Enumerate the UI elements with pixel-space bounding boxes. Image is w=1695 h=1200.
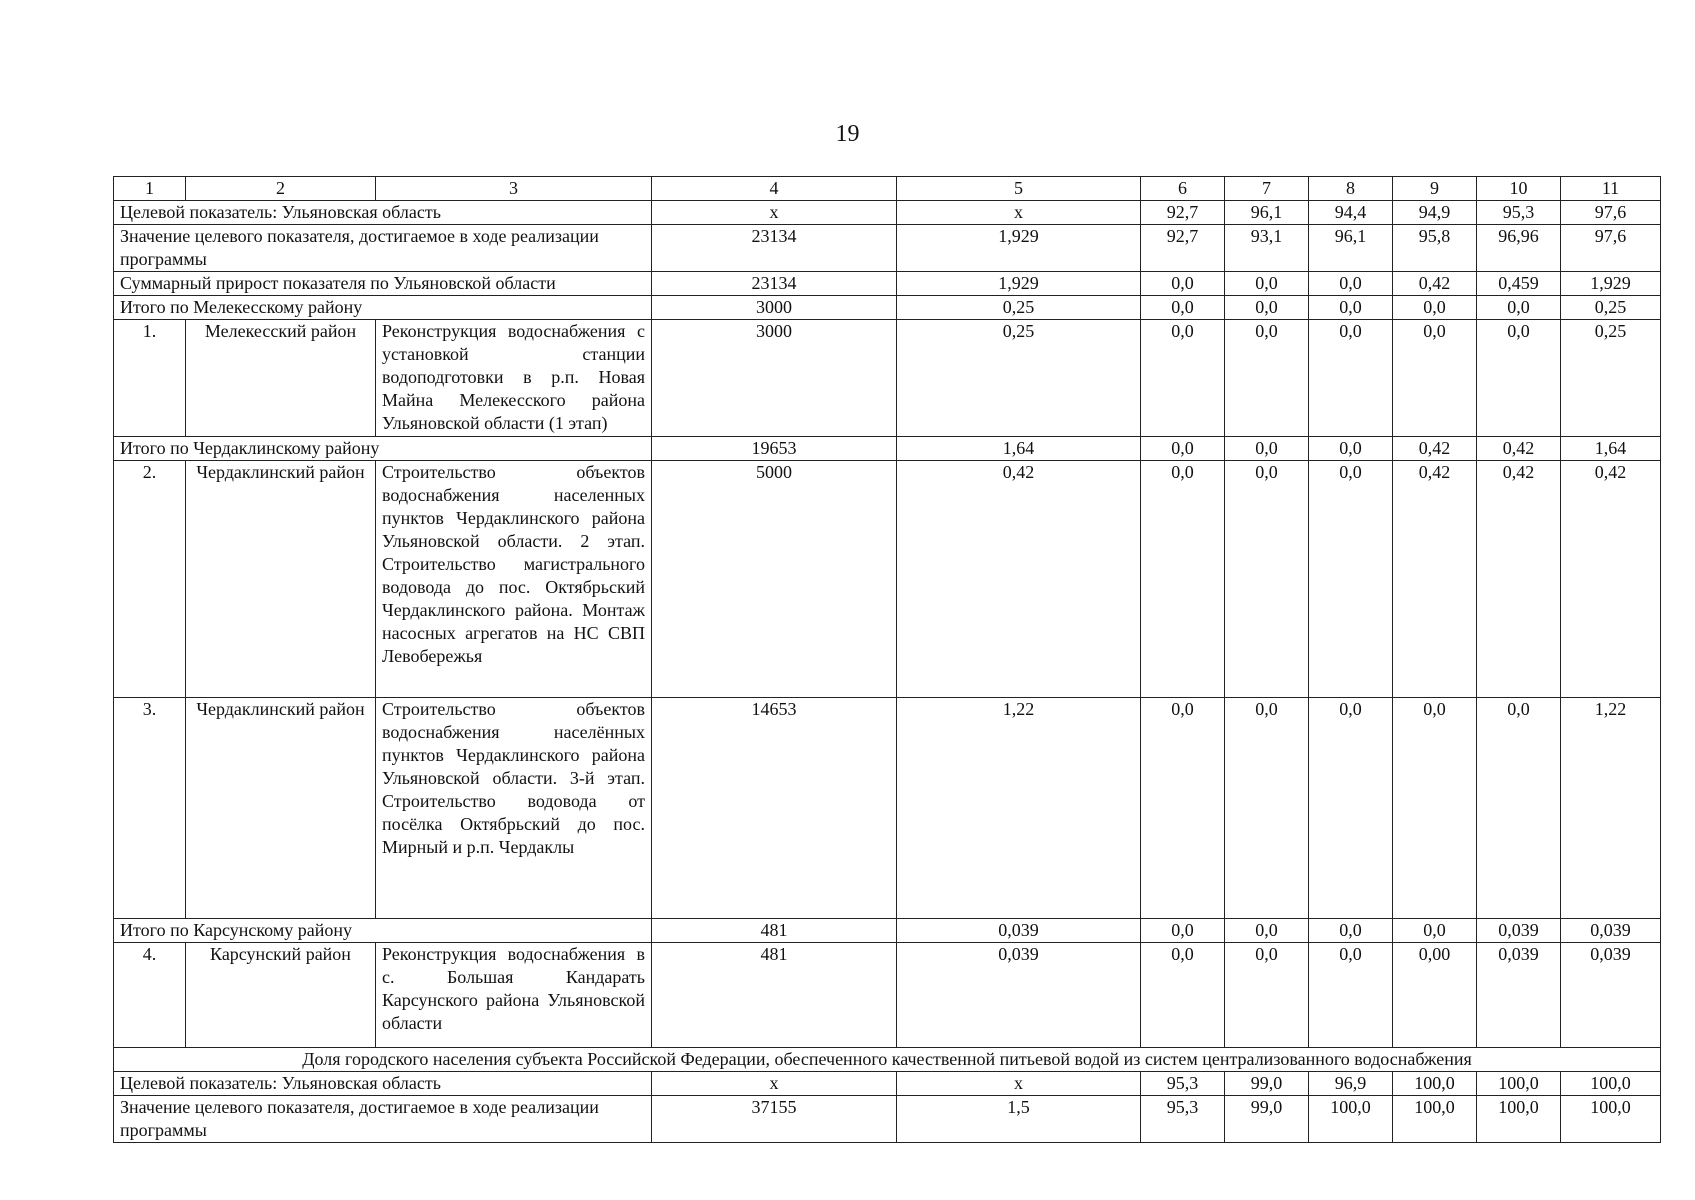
year-value-7: 0,0 — [1225, 698, 1309, 919]
year-value-9: 0,42 — [1393, 437, 1477, 461]
year-value-11: 97,6 — [1561, 201, 1661, 225]
year-value-11: 0,25 — [1561, 296, 1661, 320]
year-value-10: 0,0 — [1477, 320, 1561, 437]
year-value-6: 95,3 — [1141, 1072, 1225, 1096]
growth-cell: 0,42 — [897, 461, 1141, 698]
project-description: Реконструкция водоснабжения с установкой станции водоподготовки в р.п. Новая Майна Мелекесского района Ульяновской области (1 этап) — [376, 320, 652, 437]
year-value-6: 0,0 — [1141, 272, 1225, 296]
year-value-9: 94,9 — [1393, 201, 1477, 225]
column-number-10: 10 — [1477, 177, 1561, 201]
summary-row — [114, 201, 1661, 225]
year-value-11: 0,25 — [1561, 320, 1661, 437]
page-number: 19 — [835, 121, 860, 147]
column-number-3: 3 — [376, 177, 652, 201]
year-value-7: 0,0 — [1225, 296, 1309, 320]
cost-cell: 481 — [652, 919, 897, 943]
year-value-6: 0,0 — [1141, 296, 1225, 320]
row-label: Итого по Чердаклинскому району — [114, 437, 652, 461]
year-value-10: 100,0 — [1477, 1096, 1561, 1143]
year-value-11: 100,0 — [1561, 1072, 1661, 1096]
row-label: Значение целевого показателя, достигаемое в ходе реализации программы — [114, 1096, 652, 1143]
year-value-7: 0,0 — [1225, 437, 1309, 461]
year-value-8: 0,0 — [1309, 272, 1393, 296]
growth-cell: 0,25 — [897, 320, 1141, 437]
year-value-8: 0,0 — [1309, 943, 1393, 1048]
cost-cell: 23134 — [652, 225, 897, 272]
row-number: 1. — [114, 320, 186, 437]
summary-row — [114, 1096, 1661, 1143]
cost-cell: 481 — [652, 943, 897, 1048]
summary-row — [114, 225, 1661, 272]
cost-cell: х — [652, 1072, 897, 1096]
column-number-6: 6 — [1141, 177, 1225, 201]
column-number-4: 4 — [652, 177, 897, 201]
year-value-8: 0,0 — [1309, 461, 1393, 698]
year-value-6: 92,7 — [1141, 201, 1225, 225]
year-value-6: 92,7 — [1141, 225, 1225, 272]
column-number-11: 11 — [1561, 177, 1661, 201]
year-value-7: 99,0 — [1225, 1072, 1309, 1096]
year-value-8: 94,4 — [1309, 201, 1393, 225]
row-number: 3. — [114, 698, 186, 919]
district-total-row — [114, 919, 1661, 943]
year-value-7: 96,1 — [1225, 201, 1309, 225]
year-value-11: 1,22 — [1561, 698, 1661, 919]
indicator-band-row — [114, 1048, 1661, 1072]
year-value-7: 0,0 — [1225, 919, 1309, 943]
column-number-1: 1 — [114, 177, 186, 201]
year-value-11: 100,0 — [1561, 1096, 1661, 1143]
year-value-7: 93,1 — [1225, 225, 1309, 272]
summary-row — [114, 1072, 1661, 1096]
year-value-6: 0,0 — [1141, 320, 1225, 437]
year-value-10: 0,0 — [1477, 698, 1561, 919]
district-name: Мелекесский район — [186, 320, 376, 437]
year-value-10: 0,459 — [1477, 272, 1561, 296]
cost-cell: х — [652, 201, 897, 225]
cost-cell: 37155 — [652, 1096, 897, 1143]
year-value-9: 100,0 — [1393, 1072, 1477, 1096]
year-value-10: 0,0 — [1477, 296, 1561, 320]
year-value-6: 0,0 — [1141, 461, 1225, 698]
indicator-band: Доля городского населения субъекта Российской Федерации, обеспеченного качественной питьевой водой из систем централизованного водоснабжения — [114, 1048, 1661, 1072]
column-number-7: 7 — [1225, 177, 1309, 201]
year-value-8: 0,0 — [1309, 320, 1393, 437]
project-row — [114, 698, 1661, 919]
year-value-9: 0,0 — [1393, 919, 1477, 943]
year-value-6: 0,0 — [1141, 919, 1225, 943]
column-number-9: 9 — [1393, 177, 1477, 201]
row-label: Целевой показатель: Ульяновская область — [114, 1072, 652, 1096]
year-value-10: 100,0 — [1477, 1072, 1561, 1096]
year-value-8: 96,9 — [1309, 1072, 1393, 1096]
growth-cell: 0,25 — [897, 296, 1141, 320]
year-value-8: 0,0 — [1309, 698, 1393, 919]
cost-cell: 3000 — [652, 320, 897, 437]
year-value-8: 0,0 — [1309, 919, 1393, 943]
year-value-9: 0,42 — [1393, 461, 1477, 698]
summary-row — [114, 272, 1661, 296]
year-value-10: 95,3 — [1477, 201, 1561, 225]
project-description: Строительство объектов водоснабжения населённых пунктов Чердаклинского района Ульяновской области. 3-й этап. Строительство водовода от посёлка Октябрьский до пос. Мирный и р.п. Чердаклы — [376, 698, 652, 919]
district-name: Чердаклинский район — [186, 698, 376, 919]
growth-cell: 1,929 — [897, 225, 1141, 272]
cost-cell: 14653 — [652, 698, 897, 919]
year-value-9: 0,42 — [1393, 272, 1477, 296]
project-row — [114, 943, 1661, 1048]
year-value-7: 99,0 — [1225, 1096, 1309, 1143]
growth-cell: 1,929 — [897, 272, 1141, 296]
row-label: Итого по Мелекесскому району — [114, 296, 652, 320]
year-value-11: 97,6 — [1561, 225, 1661, 272]
year-value-9: 0,00 — [1393, 943, 1477, 1048]
year-value-6: 0,0 — [1141, 698, 1225, 919]
year-value-9: 0,0 — [1393, 320, 1477, 437]
column-number-2: 2 — [186, 177, 376, 201]
year-value-6: 95,3 — [1141, 1096, 1225, 1143]
cost-cell: 19653 — [652, 437, 897, 461]
cost-cell: 23134 — [652, 272, 897, 296]
row-number: 2. — [114, 461, 186, 698]
district-name: Карсунский район — [186, 943, 376, 1048]
project-description: Реконструкция водоснабжения в с. Большая Кандарать Карсунского района Ульяновской области — [376, 943, 652, 1048]
cost-cell: 5000 — [652, 461, 897, 698]
year-value-11: 0,42 — [1561, 461, 1661, 698]
program-table — [113, 176, 1661, 1143]
year-value-10: 0,039 — [1477, 919, 1561, 943]
growth-cell: 0,039 — [897, 943, 1141, 1048]
year-value-6: 0,0 — [1141, 437, 1225, 461]
year-value-8: 0,0 — [1309, 437, 1393, 461]
growth-cell: 1,64 — [897, 437, 1141, 461]
growth-cell: 1,5 — [897, 1096, 1141, 1143]
growth-cell: 1,22 — [897, 698, 1141, 919]
year-value-7: 0,0 — [1225, 943, 1309, 1048]
row-label: Суммарный прирост показателя по Ульяновской области — [114, 272, 652, 296]
growth-cell: 0,039 — [897, 919, 1141, 943]
year-value-11: 0,039 — [1561, 919, 1661, 943]
column-number-row — [114, 177, 1661, 201]
year-value-8: 96,1 — [1309, 225, 1393, 272]
year-value-11: 1,929 — [1561, 272, 1661, 296]
column-number-8: 8 — [1309, 177, 1393, 201]
year-value-11: 1,64 — [1561, 437, 1661, 461]
year-value-8: 0,0 — [1309, 296, 1393, 320]
row-number: 4. — [114, 943, 186, 1048]
row-label: Итого по Карсунскому району — [114, 919, 652, 943]
cost-cell: 3000 — [652, 296, 897, 320]
year-value-10: 0,42 — [1477, 437, 1561, 461]
year-value-9: 95,8 — [1393, 225, 1477, 272]
year-value-9: 0,0 — [1393, 698, 1477, 919]
year-value-6: 0,0 — [1141, 943, 1225, 1048]
year-value-10: 0,039 — [1477, 943, 1561, 1048]
district-total-row — [114, 437, 1661, 461]
district-name: Чердаклинский район — [186, 461, 376, 698]
year-value-7: 0,0 — [1225, 272, 1309, 296]
year-value-9: 0,0 — [1393, 296, 1477, 320]
column-number-5: 5 — [897, 177, 1141, 201]
row-label: Значение целевого показателя, достигаемое в ходе реализации программы — [114, 225, 652, 272]
year-value-11: 0,039 — [1561, 943, 1661, 1048]
row-label: Целевой показатель: Ульяновская область — [114, 201, 652, 225]
project-description: Строительство объектов водоснабжения населенных пунктов Чердаклинского района Ульяновской области. 2 этап. Строительство магистрального водовода до пос. Октябрьский Чердаклинского района. Монтаж насосных агрегатов на НС СВП Левобережья — [376, 461, 652, 698]
year-value-7: 0,0 — [1225, 461, 1309, 698]
year-value-7: 0,0 — [1225, 320, 1309, 437]
project-row — [114, 461, 1661, 698]
year-value-9: 100,0 — [1393, 1096, 1477, 1143]
growth-cell: х — [897, 201, 1141, 225]
project-row — [114, 320, 1661, 437]
year-value-10: 0,42 — [1477, 461, 1561, 698]
district-total-row — [114, 296, 1661, 320]
growth-cell: х — [897, 1072, 1141, 1096]
year-value-8: 100,0 — [1309, 1096, 1393, 1143]
year-value-10: 96,96 — [1477, 225, 1561, 272]
